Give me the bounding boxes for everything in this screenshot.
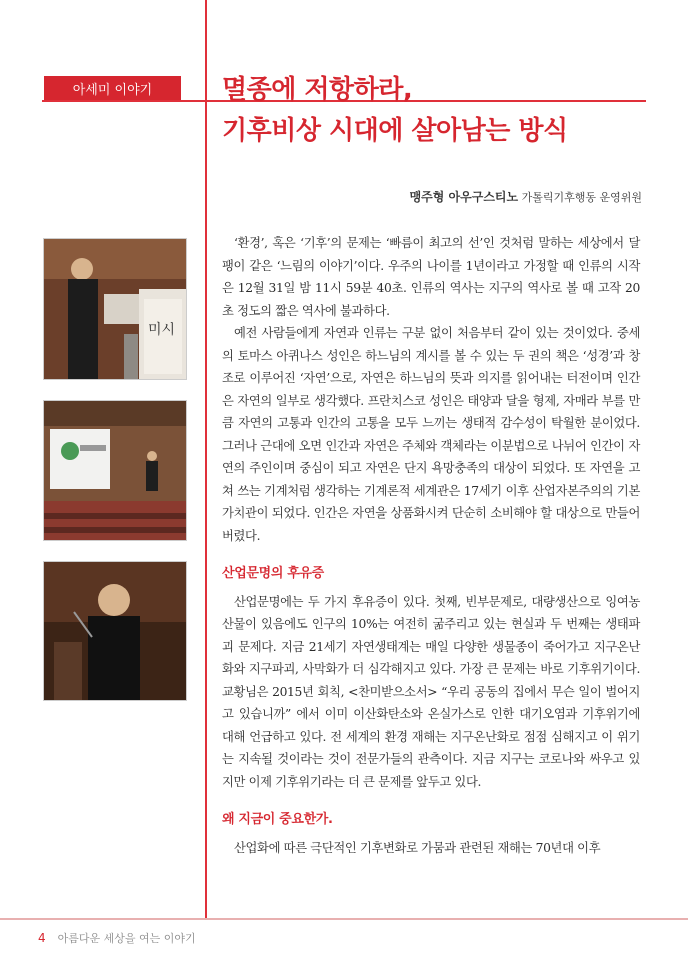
publication-name: 아름다운 세상을 여는 이야기 [57,932,196,945]
subheading: 왜 지금이 중요한가. [222,812,333,827]
title-line-1: 멸종에 저항하라, [222,75,413,105]
photo-speaker-microphone [43,561,187,701]
title-line-2: 기후비상 시대에 살아남는 방식 [222,116,568,146]
svg-text:미시: 미시 [148,322,176,338]
paragraph: 산업문명에는 두 가지 후유증이 있다. 첫째, 빈부문제로, 대량생산으로 잉여농산물이 있음에도 인구의 10%는 여전히 굶주리고 있는 현실과 두 번째는 생태파괴 문제다. 지금 21세기 자연생태계는 매일 다양한 생물종이 죽어가고 지구온난화와 지구파괴, 사막화가 더 심각해지고 있다. 가장 큰 문제는 바로 기후위기이다. 교황님은 2015년 회칙, <찬미받으소서> “우리 공동의 집에서 무슨 일이 벌어지고 있습니까” 에서 이미 이산화탄소와 온실가스로 인한 대기오염과 기후위기에 대해 언급하고 있다. 전 세계의 환경 재해는 지구온난화로 점점 심해지고 이 위기는 지속될 것이라는 것이 전문가들의 관측이다. 지금 지구는 코로나와 싸우고 있지만 이제 기후위기라는 더 큰 문제를 앞두고 있다. [222,594,640,789]
article-title [222,70,652,152]
paragraph: 산업화에 따른 극단적인 기후변화로 가뭄과 관련된 재해는 70년대 이후 [234,840,601,855]
photo-lecture-hall [43,400,187,541]
footer-rule [0,918,688,920]
paragraph: ‘환경’, 혹은 ‘기후’의 문제는 ‘빠름이 최고의 선’인 것처럼 말하는 세상에서 달팽이 같은 ‘느림의 이야기’이다. 우주의 나이를 1년이라고 가정할 때 인류의 시작은 12월 31일 밤 11시 59분 40초. 인류의 역사는 지구의 역사로 볼 때 고작 20초 정도의 짧은 역사에 불과하다. [222,236,640,318]
footer [38,930,196,946]
vertical-rule [205,0,207,918]
author-role: 가톨릭기후행동 운영위원 [521,191,642,204]
page-number: 4 [38,931,46,945]
byline [410,188,642,205]
subheading: 산업문명의 후유증 [222,566,324,581]
section-tag: 아세미 이야기 [44,76,181,100]
author-name: 맹주형 아우구스티노 [409,190,519,204]
photo-speaker-podium [43,238,187,380]
paragraph: 예전 사람들에게 자연과 인류는 구분 없이 처음부터 같이 있는 것이었다. 중세의 토마스 아퀴나스 성인은 하느님의 계시를 볼 수 있는 두 권의 책은 ‘성경’과 창조로 이루어진 ‘자연’으로, 자연은 하느님의 뜻과 의지를 읽어내는 터전이며 인간은 자연의 일부로 생각했다. 프란치스코 성인은 태양과 달을 형제, 자매라 부를 만큼 자연의 고통과 인간의 고통을 모두 느끼는 생태적 감수성이 탁월한 분이었다. 그러나 근대에 오면 인간과 자연은 주체와 객체라는 이분법으로 나뉘어 인간이 자연의 주인이며 중심이 되고 자연은 단지 욕망충족의 대상이 되었다. 또 자연을 고쳐 쓰는 기계처럼 생각하는 기계론적 세계관은 17세기 이후 산업자본주의의 기본 가치관이 되었다. 인간은 자연을 상품화시켜 단순히 소비해야 할 대상으로 만들어버렸다. [222,326,640,543]
article-body [222,232,640,859]
